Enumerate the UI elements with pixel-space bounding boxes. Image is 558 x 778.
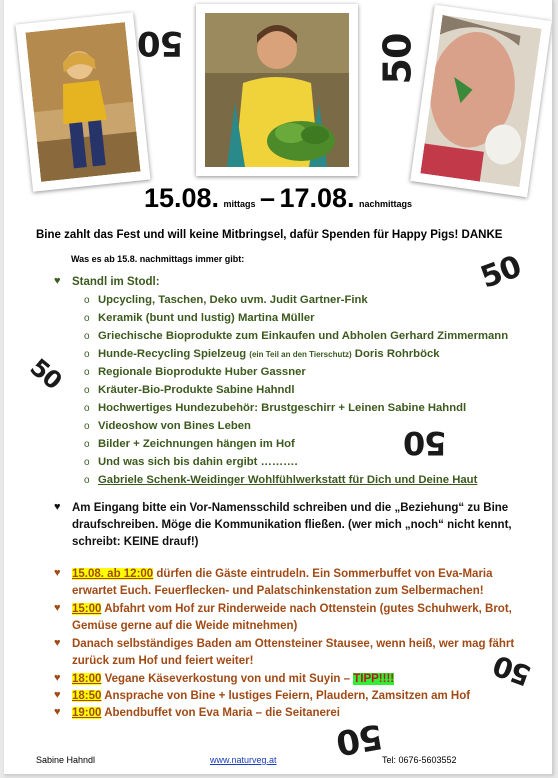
list-item <box>84 420 251 432</box>
tipp-badge: TIPP!!!! <box>353 673 395 685</box>
stamp-50-top-right: 50 <box>375 33 420 85</box>
heart-icon: ♥ <box>54 275 61 287</box>
photo-woman-face-image <box>420 15 541 187</box>
photo-child-image <box>25 22 140 182</box>
schedule-time: 18:00 <box>72 673 102 685</box>
stamp-50-right-upper: 50 <box>476 249 526 296</box>
schedule-1-line-1 <box>72 568 493 580</box>
schedule-text: Abfahrt vom Hof zur Rinderweide nach Ottenstein (gutes Schuhwerk, Brot, <box>101 603 512 615</box>
schedule-time: 19:00 <box>72 707 102 719</box>
circle-bullet-icon: o <box>84 349 90 360</box>
date-end-note: nachmittags <box>359 199 413 209</box>
list-item <box>84 384 294 396</box>
heart-icon: ♥ <box>54 567 61 579</box>
circle-bullet-icon: o <box>84 331 90 342</box>
schedule-text: Abendbuffet von Eva Maria – die Seitanerei <box>101 707 341 719</box>
schedule-3-line-2: zurück zum Hof und feiert weiter! <box>72 655 254 667</box>
list-item <box>84 294 368 306</box>
list-item-text: Regionale Bioprodukte Huber Gassner <box>98 366 306 378</box>
footer-website[interactable] <box>210 755 277 765</box>
schedule-text: dürfen die Gäste eintrudeln. Ein Sommerbuffet von Eva-Maria <box>153 568 493 580</box>
list-item-text: Griechische Bioprodukte zum Einkaufen und Abholen Gerhard Zimmermann <box>98 330 509 342</box>
circle-bullet-icon: o <box>84 421 90 432</box>
entrance-line-1: Am Eingang bitte ein Vor-Namensschild schreiben und die „Beziehung“ zu Bine <box>72 502 509 514</box>
date-start-note: mittags <box>223 199 256 209</box>
stamp-50-left: 50 <box>24 353 67 395</box>
standl-title: Standl im Stodl: <box>72 276 160 288</box>
schedule-5 <box>72 690 470 702</box>
list-item-text: Hunde-Recycling Spielzeug <box>98 348 250 360</box>
list-item-text: Kräuter-Bio-Produkte Sabine Hahndl <box>98 384 295 396</box>
entrance-line-2: draufschreiben. Möge die Kommunikation fließen. (wer mich „noch“ nicht kennt, <box>72 519 512 531</box>
circle-bullet-icon: o <box>84 367 90 378</box>
photo-woman-face <box>410 5 552 198</box>
heart-icon: ♥ <box>54 689 61 701</box>
list-item-text: Gabriele Schenk-Weidinger Wohlfühlwerkstatt für Dich und Deine Haut <box>98 474 478 486</box>
stamp-50-bottom: 50 <box>333 715 386 763</box>
schedule-2-line-2: Gemüse gerne auf die Weide mitnehmen) <box>72 620 298 632</box>
circle-bullet-icon: o <box>84 295 90 306</box>
stamp-50-top-left: 50 <box>138 23 184 63</box>
flyer-page <box>4 0 553 775</box>
schedule-4 <box>72 673 394 685</box>
list-item-text: Videoshow von Bines Leben <box>98 420 251 432</box>
list-item <box>84 330 508 342</box>
list-item-text: Upcycling, Taschen, Deko uvm. Judit Gartner-Fink <box>98 294 368 306</box>
circle-bullet-icon: o <box>84 403 90 414</box>
photo-child <box>16 12 151 191</box>
list-item <box>84 438 295 450</box>
event-dates <box>4 183 552 214</box>
list-item <box>84 474 477 486</box>
schedule-3-line-1: Danach selbständiges Baden am Ottensteiner Stausee, wenn heiß, wer mag fährt <box>72 638 515 650</box>
heart-icon: ♥ <box>54 672 61 684</box>
stamp-50-right-lower: 50 <box>489 648 536 693</box>
schedule-6 <box>72 707 340 719</box>
heart-icon: ♥ <box>54 501 61 513</box>
website-link[interactable]: www.naturveg.at <box>210 755 277 765</box>
schedule-time: 15.08. ab 12:00 <box>72 568 154 580</box>
footer-name: Sabine Hahndl <box>36 755 96 765</box>
list-item <box>84 366 306 378</box>
date-dash: – <box>259 183 276 213</box>
schedule-time: 18:50 <box>72 690 102 702</box>
list-item-text: Und was sich bis dahin ergibt ………. <box>98 456 298 468</box>
list-item-tail: Doris Rohrböck <box>351 348 440 360</box>
photo-woman-plant <box>196 4 358 176</box>
list-item <box>84 348 440 360</box>
circle-bullet-icon: o <box>84 385 90 396</box>
circle-bullet-icon: o <box>84 457 90 468</box>
photo-woman-plant-image <box>205 13 349 167</box>
list-item-text: Hochwertiges Hundezubehör: Brustgeschirr + Leinen Sabine Hahndl <box>98 402 467 414</box>
subline: Was es ab 15.8. nachmittags immer gibt: <box>71 254 245 264</box>
headline: Bine zahlt das Fest und will keine Mitbringsel, dafür Spenden für Happy Pigs! DANKE <box>36 229 503 241</box>
entrance-line-3: schreibt: KEINE drauf!) <box>72 536 199 548</box>
date-start: 15.08. <box>143 183 220 213</box>
schedule-2-line-1 <box>72 603 512 615</box>
schedule-1-line-2: erwartet Euch. Feuerflecken- und Palatschinkenstation zum Selbermachen! <box>72 585 484 597</box>
heart-icon: ♥ <box>54 602 61 614</box>
heart-icon: ♥ <box>54 637 61 649</box>
list-item-small-note: (ein Teil an den Tierschutz) <box>249 350 352 359</box>
date-end: 17.08. <box>279 183 355 213</box>
footer-phone: Tel: 0676-5603552 <box>382 755 457 765</box>
circle-bullet-icon: o <box>84 475 90 486</box>
list-item <box>84 312 315 324</box>
schedule-text: Vegane Käseverkostung von und mit Suyin – <box>101 673 354 685</box>
list-item-text: Bilder + Zeichnungen hängen im Hof <box>98 438 295 450</box>
circle-bullet-icon: o <box>84 313 90 324</box>
list-item <box>84 456 298 468</box>
list-item-text: Keramik (bunt und lustig) Martina Müller <box>98 312 315 324</box>
heart-icon: ♥ <box>54 706 61 718</box>
schedule-time: 15:00 <box>72 603 102 615</box>
list-item <box>84 402 466 414</box>
stamp-50-middle: 50 <box>404 424 447 462</box>
schedule-text: Ansprache von Bine + lustiges Feiern, Plaudern, Zamsitzen am Hof <box>101 690 471 702</box>
circle-bullet-icon: o <box>84 439 90 450</box>
